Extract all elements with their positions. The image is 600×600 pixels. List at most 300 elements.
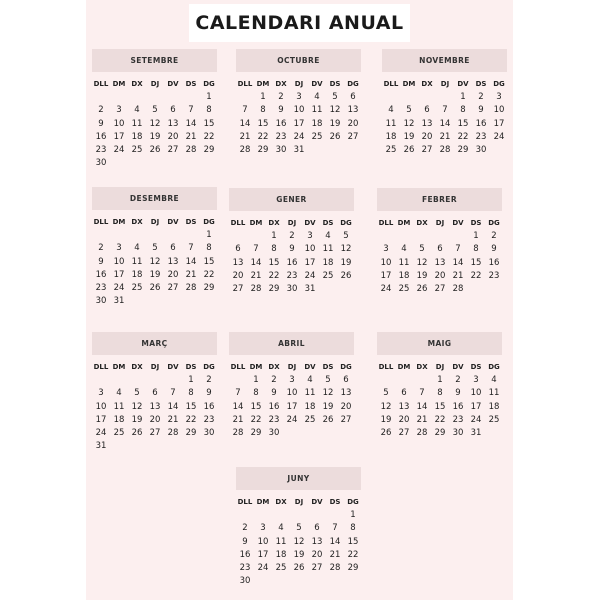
day-cell: 8 [206, 105, 212, 116]
weekday-label: DS [185, 80, 197, 88]
day-cell: 18 [131, 269, 143, 280]
day-cell: 7 [442, 105, 448, 116]
day-cell: 28 [185, 283, 197, 294]
day-cell: 17 [257, 549, 269, 560]
day-cell: 31 [293, 145, 305, 156]
day-cell: 6 [170, 243, 176, 254]
day-cell: 14 [167, 401, 179, 412]
empty-day [400, 91, 418, 104]
day-cell: 10 [493, 105, 505, 116]
day-cell: 26 [340, 270, 352, 281]
empty-day [395, 374, 413, 387]
day-cell: 18 [488, 401, 500, 412]
day-cell: 18 [385, 131, 397, 142]
day-cell: 30 [95, 296, 107, 307]
day-cell: 21 [185, 269, 197, 280]
empty-day [413, 374, 431, 387]
empty-day [418, 91, 436, 104]
day-cell: 6 [401, 388, 407, 399]
day-cell: 9 [98, 118, 104, 129]
empty-day [449, 230, 467, 243]
day-cell: 29 [434, 428, 446, 439]
weekday-label: DLL [237, 498, 253, 506]
day-cell: 21 [452, 270, 464, 281]
weekday-label: DV [452, 363, 464, 371]
day-cell: 20 [340, 401, 352, 412]
weekday-label: DX [421, 80, 433, 88]
day-cell: 20 [232, 270, 244, 281]
weekday-label: DJ [287, 219, 297, 227]
month-grid [236, 496, 361, 589]
day-cell: 23 [488, 270, 500, 281]
day-cell: 26 [293, 563, 305, 574]
day-cell: 4 [314, 92, 320, 102]
month-name: OCTUBRE [236, 49, 361, 72]
day-cell: 13 [167, 256, 179, 267]
weekday-label: DLL [93, 363, 109, 371]
day-cell: 28 [185, 145, 197, 156]
empty-day [236, 509, 254, 522]
empty-day [395, 230, 413, 243]
day-cell: 29 [347, 563, 359, 574]
weekday-label: DS [185, 218, 197, 226]
day-cell: 9 [98, 256, 104, 267]
day-cell: 3 [496, 92, 502, 102]
day-cell: 31 [95, 441, 107, 452]
day-cell: 17 [380, 270, 392, 281]
day-cell: 12 [149, 118, 161, 129]
day-cell: 6 [343, 375, 349, 385]
day-cell: 10 [286, 388, 298, 399]
day-cell: 18 [275, 549, 287, 560]
month-block [377, 332, 502, 440]
day-cell: 15 [457, 118, 469, 129]
day-cell: 14 [250, 257, 262, 268]
day-cell: 28 [239, 145, 251, 156]
day-cell: 9 [278, 105, 284, 116]
day-cell: 16 [95, 269, 107, 280]
day-cell: 23 [239, 563, 251, 574]
day-cell: 24 [293, 131, 305, 142]
day-cell: 20 [149, 414, 161, 425]
day-cell: 25 [488, 414, 500, 425]
day-cell: 12 [329, 105, 341, 116]
empty-day [128, 229, 146, 242]
day-cell: 28 [416, 428, 428, 439]
day-cell: 21 [439, 131, 451, 142]
day-cell: 17 [286, 401, 298, 412]
month-grid [377, 217, 502, 296]
month-name: ABRIL [229, 332, 354, 355]
day-cell: 5 [296, 523, 302, 534]
day-cell: 29 [203, 145, 215, 156]
day-cell: 15 [203, 118, 215, 129]
day-cell: 3 [307, 231, 313, 241]
day-cell: 11 [322, 244, 334, 255]
day-cell: 27 [232, 284, 244, 295]
day-cell: 12 [293, 536, 305, 547]
day-cell: 10 [257, 536, 269, 547]
weekday-label: DM [397, 363, 411, 371]
day-cell: 25 [275, 563, 287, 574]
day-cell: 19 [340, 257, 352, 268]
day-cell: 26 [149, 145, 161, 156]
weekday-label: DJ [435, 219, 445, 227]
day-cell: 6 [424, 105, 430, 116]
empty-day [128, 374, 146, 387]
day-cell: 4 [134, 243, 140, 254]
day-cell: 17 [493, 118, 505, 129]
day-cell: 15 [347, 536, 359, 547]
day-cell: 16 [203, 401, 215, 412]
day-cell: 16 [275, 118, 287, 129]
day-cell: 18 [322, 257, 334, 268]
day-cell: 22 [347, 549, 359, 560]
day-cell: 6 [170, 105, 176, 116]
month-name: NOVEMBRE [382, 49, 507, 72]
weekday-label: DS [470, 363, 482, 371]
day-cell: 18 [113, 414, 125, 425]
day-cell: 16 [475, 118, 487, 129]
day-cell: 23 [286, 270, 298, 281]
day-cell: 23 [95, 145, 107, 156]
weekday-label: DLL [378, 219, 394, 227]
empty-day [110, 91, 128, 104]
empty-day [164, 229, 182, 242]
day-cell: 26 [380, 428, 392, 439]
weekday-label: DX [268, 219, 280, 227]
weekday-label: DV [311, 80, 323, 88]
empty-day [382, 91, 400, 104]
weekday-label: DJ [150, 363, 160, 371]
weekday-label: DS [475, 80, 487, 88]
day-cell: 4 [388, 105, 394, 116]
day-cell: 10 [293, 105, 305, 116]
empty-day [164, 374, 182, 387]
empty-day [290, 509, 308, 522]
month-block [229, 188, 354, 296]
day-cell: 20 [167, 131, 179, 142]
day-cell: 7 [253, 244, 259, 255]
weekday-label: DV [167, 218, 179, 226]
day-cell: 24 [493, 131, 505, 142]
empty-day [308, 509, 326, 522]
weekday-label: DS [322, 219, 334, 227]
day-cell: 12 [131, 401, 143, 412]
weekday-label: DG [203, 80, 215, 88]
day-cell: 4 [116, 388, 122, 399]
day-cell: 27 [340, 414, 352, 425]
day-cell: 21 [239, 131, 251, 142]
day-cell: 22 [434, 414, 446, 425]
day-cell: 16 [452, 401, 464, 412]
day-cell: 2 [271, 375, 277, 385]
empty-day [164, 91, 182, 104]
empty-day [413, 230, 431, 243]
weekday-label: DLL [230, 219, 246, 227]
weekday-label: DLL [237, 80, 253, 88]
weekday-label: DV [311, 498, 323, 506]
day-cell: 2 [478, 92, 484, 102]
day-cell: 25 [322, 270, 334, 281]
day-cell: 4 [278, 523, 284, 534]
day-cell: 19 [131, 414, 143, 425]
day-cell: 30 [452, 428, 464, 439]
empty-day [182, 229, 200, 242]
month-grid [377, 361, 502, 440]
day-cell: 27 [398, 428, 410, 439]
day-cell: 25 [385, 145, 397, 156]
empty-day [146, 374, 164, 387]
empty-day [326, 509, 344, 522]
weekday-label: DM [112, 363, 126, 371]
month-name: FEBRER [377, 188, 502, 211]
empty-day [272, 509, 290, 522]
day-cell: 9 [478, 105, 484, 116]
weekday-label: DJ [435, 363, 445, 371]
weekday-label: DG [340, 363, 352, 371]
weekday-label: DLL [378, 363, 394, 371]
day-cell: 22 [250, 414, 262, 425]
day-cell: 4 [134, 105, 140, 116]
weekday-label: DX [275, 80, 287, 88]
day-cell: 26 [329, 131, 341, 142]
day-cell: 10 [113, 118, 125, 129]
day-cell: 13 [167, 118, 179, 129]
weekday-label: DM [256, 498, 270, 506]
weekday-label: DJ [150, 80, 160, 88]
day-cell: 28 [439, 145, 451, 156]
day-cell: 9 [289, 244, 295, 255]
weekday-label: DG [488, 219, 500, 227]
day-cell: 12 [322, 388, 334, 399]
day-cell: 28 [452, 284, 464, 295]
day-cell: 20 [398, 414, 410, 425]
day-cell: 7 [188, 105, 194, 116]
day-cell: 12 [149, 256, 161, 267]
day-cell: 13 [340, 388, 352, 399]
month-block [92, 187, 217, 309]
day-cell: 18 [398, 270, 410, 281]
day-cell: 1 [260, 92, 266, 102]
day-cell: 27 [434, 284, 446, 295]
day-cell: 14 [185, 118, 197, 129]
day-cell: 14 [329, 536, 341, 547]
day-cell: 26 [131, 428, 143, 439]
day-cell: 14 [185, 256, 197, 267]
weekday-label: DM [402, 80, 416, 88]
day-cell: 8 [473, 244, 479, 255]
day-cell: 1 [350, 510, 356, 520]
day-cell: 21 [250, 270, 262, 281]
weekday-label: DG [347, 80, 359, 88]
weekday-label: DV [304, 219, 316, 227]
day-cell: 7 [242, 105, 248, 116]
day-cell: 30 [203, 428, 215, 439]
month-grid [382, 78, 507, 157]
day-cell: 22 [470, 270, 482, 281]
day-cell: 28 [232, 428, 244, 439]
day-cell: 24 [304, 270, 316, 281]
empty-day [247, 230, 265, 243]
day-cell: 12 [416, 257, 428, 268]
day-cell: 3 [98, 388, 104, 399]
day-cell: 6 [350, 92, 356, 102]
day-cell: 24 [470, 414, 482, 425]
day-cell: 30 [239, 576, 251, 587]
weekday-label: DS [185, 363, 197, 371]
weekday-label: DJ [440, 80, 450, 88]
day-cell: 17 [470, 401, 482, 412]
weekday-label: DX [268, 363, 280, 371]
day-cell: 17 [293, 118, 305, 129]
day-cell: 20 [311, 549, 323, 560]
weekday-label: DLL [230, 363, 246, 371]
day-cell: 25 [311, 131, 323, 142]
weekday-label: DX [275, 498, 287, 506]
day-cell: 11 [385, 118, 397, 129]
day-cell: 14 [239, 118, 251, 129]
weekday-label: DM [112, 218, 126, 226]
empty-day [229, 230, 247, 243]
weekday-label: DX [131, 80, 143, 88]
month-block [92, 332, 217, 454]
day-cell: 30 [268, 428, 280, 439]
weekday-label: DM [112, 80, 126, 88]
day-cell: 22 [203, 131, 215, 142]
day-cell: 15 [185, 401, 197, 412]
day-cell: 24 [257, 563, 269, 574]
month-grid [229, 217, 354, 296]
day-cell: 9 [242, 536, 248, 547]
weekday-label: DM [249, 219, 263, 227]
day-cell: 9 [206, 388, 212, 399]
day-cell: 21 [329, 549, 341, 560]
day-cell: 1 [460, 92, 466, 102]
day-cell: 19 [149, 269, 161, 280]
day-cell: 27 [167, 145, 179, 156]
weekday-label: DM [397, 219, 411, 227]
day-cell: 21 [185, 131, 197, 142]
day-cell: 2 [278, 92, 284, 102]
day-cell: 23 [95, 283, 107, 294]
empty-day [146, 229, 164, 242]
day-cell: 21 [167, 414, 179, 425]
day-cell: 5 [325, 375, 331, 385]
day-cell: 29 [185, 428, 197, 439]
day-cell: 5 [152, 243, 158, 254]
day-cell: 24 [113, 283, 125, 294]
day-cell: 8 [188, 388, 194, 399]
day-cell: 6 [152, 388, 158, 399]
day-cell: 13 [311, 536, 323, 547]
day-cell: 1 [271, 231, 277, 241]
day-cell: 17 [304, 257, 316, 268]
day-cell: 2 [491, 231, 497, 241]
empty-day [254, 509, 272, 522]
weekday-label: DG [203, 363, 215, 371]
day-cell: 22 [203, 269, 215, 280]
day-cell: 4 [491, 375, 497, 385]
weekday-label: DX [131, 218, 143, 226]
day-cell: 3 [383, 244, 389, 255]
day-cell: 11 [131, 118, 143, 129]
weekday-label: DJ [294, 80, 304, 88]
title-box [189, 4, 410, 42]
day-cell: 19 [329, 118, 341, 129]
day-cell: 18 [304, 401, 316, 412]
month-block [92, 49, 217, 171]
day-cell: 17 [95, 414, 107, 425]
day-cell: 2 [98, 105, 104, 116]
day-cell: 24 [95, 428, 107, 439]
weekday-label: DV [457, 80, 469, 88]
day-cell: 26 [322, 414, 334, 425]
day-cell: 19 [416, 270, 428, 281]
day-cell: 15 [434, 401, 446, 412]
day-cell: 26 [149, 283, 161, 294]
day-cell: 15 [203, 256, 215, 267]
day-cell: 24 [113, 145, 125, 156]
day-cell: 14 [439, 118, 451, 129]
day-cell: 23 [452, 414, 464, 425]
empty-day [146, 91, 164, 104]
month-grid [236, 78, 361, 157]
day-cell: 10 [304, 244, 316, 255]
day-cell: 22 [257, 131, 269, 142]
day-cell: 6 [314, 523, 320, 534]
day-cell: 16 [488, 257, 500, 268]
day-cell: 15 [470, 257, 482, 268]
month-block [229, 332, 354, 440]
day-cell: 3 [473, 375, 479, 385]
day-cell: 29 [203, 283, 215, 294]
day-cell: 21 [416, 414, 428, 425]
day-cell: 13 [347, 105, 359, 116]
day-cell: 16 [286, 257, 298, 268]
day-cell: 28 [167, 428, 179, 439]
day-cell: 24 [286, 414, 298, 425]
day-cell: 15 [257, 118, 269, 129]
weekday-label: DLL [93, 218, 109, 226]
empty-day [229, 374, 247, 387]
day-cell: 29 [457, 145, 469, 156]
weekday-label: DV [304, 363, 316, 371]
day-cell: 11 [398, 257, 410, 268]
page-title: CALENDARI ANUAL [195, 12, 404, 34]
weekday-label: DV [167, 80, 179, 88]
day-cell: 20 [347, 118, 359, 129]
weekday-label: DG [347, 498, 359, 506]
day-cell: 16 [95, 131, 107, 142]
day-cell: 11 [131, 256, 143, 267]
weekday-label: DG [493, 80, 505, 88]
weekday-label: DLL [93, 80, 109, 88]
empty-day [182, 91, 200, 104]
day-cell: 13 [434, 257, 446, 268]
weekday-label: DJ [150, 218, 160, 226]
day-cell: 8 [437, 388, 443, 399]
day-cell: 10 [470, 388, 482, 399]
weekday-label: DJ [294, 498, 304, 506]
weekday-label: DV [452, 219, 464, 227]
empty-day [377, 374, 395, 387]
day-cell: 30 [275, 145, 287, 156]
day-cell: 13 [149, 401, 161, 412]
day-cell: 7 [455, 244, 461, 255]
day-cell: 11 [488, 388, 500, 399]
day-cell: 17 [113, 131, 125, 142]
